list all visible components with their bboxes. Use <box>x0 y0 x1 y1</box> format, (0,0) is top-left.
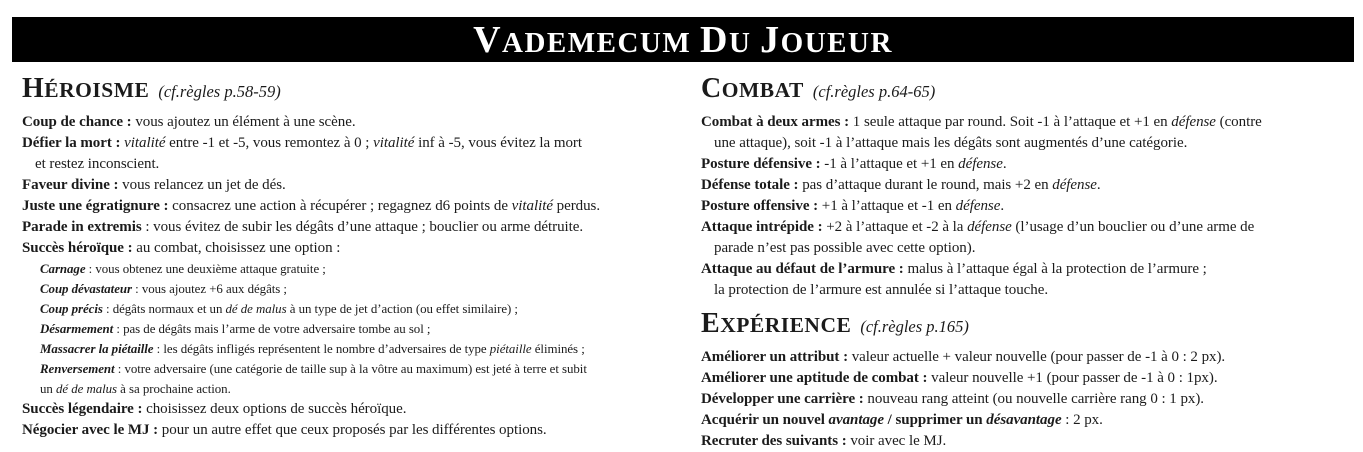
entry <box>701 112 1355 154</box>
entry <box>22 399 677 420</box>
sub-entry <box>40 259 677 279</box>
entry-text: : vous ajoutez +6 aux dégâts ; <box>131 282 287 296</box>
entry-label: Posture offensive : <box>701 198 819 214</box>
entry-text: : 2 px. <box>1061 412 1103 428</box>
entry-label: Posture défensive : <box>701 156 821 172</box>
entry-text: Coup précis <box>40 302 103 316</box>
initial-capital: E <box>701 308 721 339</box>
entry-text: défense <box>955 198 1001 214</box>
entry-text: +2 à l’attaque et -2 à la <box>822 219 968 235</box>
content-columns <box>22 74 1355 452</box>
section-rules-reference: (cf.règles p.165) <box>860 317 969 336</box>
entry-text: : vous évitez de subir les dégâts d’une attaque ; bouclier ou arme détruite. <box>141 219 584 235</box>
entry-label: Faveur divine : <box>22 177 119 193</box>
entry-text: (contre <box>1215 114 1262 130</box>
section-heading <box>701 309 1355 342</box>
entry-text: défense <box>1171 114 1216 130</box>
entry-text: inf à -5, vous évitez la mort <box>414 135 582 151</box>
entry <box>701 410 1355 431</box>
entry-text: au combat, choisissez une option : <box>132 240 341 256</box>
entry-text: entre -1 et -5, vous remontez à 0 ; <box>165 135 374 151</box>
entry-label: Développer une carrière : <box>701 391 864 407</box>
section-rules-reference: (cf.règles p.64-65) <box>812 82 936 101</box>
entry-text: Renversement <box>40 362 115 376</box>
entry-text: +1 à l’attaque et -1 en <box>818 198 956 214</box>
entry-text: : les dégâts infligés représentent le nombre d’adversaires de type <box>153 342 490 356</box>
sub-entry <box>40 359 677 399</box>
entry-text: défense <box>1052 177 1097 193</box>
entry-text: : dégâts normaux et un <box>102 302 226 316</box>
entry <box>701 175 1355 196</box>
entry-label: Attaque au défaut de l’armure : <box>701 261 904 277</box>
initial-capital: C <box>701 73 722 104</box>
column-left <box>22 74 677 452</box>
entry <box>701 217 1355 259</box>
entry <box>701 259 1355 301</box>
entry-label: Défier la mort : <box>22 135 121 151</box>
entry-text: vous ajoutez un élément à une scène. <box>131 114 356 130</box>
entry-label: Acquérir un nouvel <box>701 412 829 428</box>
initial-capital: V <box>473 18 503 61</box>
column-right <box>701 74 1355 452</box>
entry-text: la protection de l’armure est annulée si l’attaque touche. <box>714 282 1049 298</box>
entry <box>22 175 677 196</box>
initial-capital: D <box>700 18 729 61</box>
entry-text: . <box>1002 156 1007 172</box>
entry-text: -1 à l’attaque et +1 en <box>820 156 959 172</box>
section-heading <box>701 74 1355 107</box>
entry <box>701 154 1355 175</box>
entry-label: Défense totale : <box>701 177 799 193</box>
entry-label: Succès héroïque : <box>22 240 133 256</box>
entry-text: éliminés ; <box>531 342 585 356</box>
entry-text: perdus. <box>552 198 601 214</box>
entry-text: un <box>40 382 56 396</box>
entry-text: 1 seule attaque par round. Soit -1 à l’attaque et +1 en <box>849 114 1172 130</box>
entry-text: pas d’attaque durant le round, mais +2 en <box>798 177 1053 193</box>
entry-label: supprimer un <box>895 412 987 428</box>
entry-text: dé de malus <box>225 302 287 316</box>
sub-entry <box>40 279 677 299</box>
entry-text: Massacrer la piétaille <box>40 342 154 356</box>
section-title: EXPÉRIENCE <box>701 308 852 339</box>
entry-label: Coup de chance : <box>22 114 132 130</box>
entry-label: Attaque intrépide : <box>701 219 823 235</box>
entry-text: parade n’est pas possible avec cette option). <box>714 240 976 256</box>
page-title: VADEMECUM DU JOUEUR <box>473 18 893 61</box>
entry <box>22 420 677 441</box>
entry <box>22 112 677 133</box>
section-heroisme <box>22 74 677 441</box>
entry <box>22 133 677 175</box>
entry-text: défense <box>958 156 1003 172</box>
entry-text: voir avec le MJ. <box>846 433 947 449</box>
entry <box>22 217 677 238</box>
entry-text: Coup dévastateur <box>40 282 132 296</box>
entry-text: pour un autre effet que ceux proposés par les différentes options. <box>158 422 547 438</box>
entry-text: vitalité <box>511 198 553 214</box>
sub-entry <box>40 299 677 319</box>
entry-text: consacrez une action à récupérer ; regagnez d6 points de <box>168 198 512 214</box>
entry-label: / <box>883 412 896 428</box>
entry-text: valeur nouvelle +1 (pour passer de -1 à 0 : 1px). <box>927 370 1218 386</box>
entry-label: Juste une égratignure : <box>22 198 169 214</box>
section-experience <box>701 309 1355 452</box>
section-combat <box>701 74 1355 301</box>
entry-label: Recruter des suivants : <box>701 433 847 449</box>
entry-text: vitalité <box>373 135 415 151</box>
entry-text: . <box>1096 177 1101 193</box>
entry-text: défense <box>967 219 1012 235</box>
entry-label: Parade in extremis <box>22 219 142 235</box>
entry-text: : vous obtenez une deuxième attaque gratuite ; <box>85 262 326 276</box>
entry-text: choisissez deux options de succès héroïque. <box>142 401 407 417</box>
entry-text: piétaille <box>489 342 532 356</box>
entry-text: (l’usage d’un bouclier ou d’une arme de <box>1011 219 1255 235</box>
section-rules-reference: (cf.règles p.58-59) <box>158 82 281 101</box>
entry-label: Améliorer une aptitude de combat : <box>701 370 928 386</box>
section-title: COMBAT <box>701 73 804 104</box>
entry-text: à sa prochaine action. <box>117 382 231 396</box>
entry-text: Désarmement <box>40 322 114 336</box>
entry-label: Succès légendaire : <box>22 401 143 417</box>
section-heading <box>22 74 677 107</box>
entry-text: valeur actuelle + valeur nouvelle (pour passer de -1 à 0 : 2 px). <box>848 349 1226 365</box>
entry <box>701 368 1355 389</box>
entry <box>22 238 677 259</box>
entry-text: malus à l’attaque égal à la protection de l’armure ; <box>903 261 1207 277</box>
entry-text: et restez inconscient. <box>35 156 160 172</box>
entry <box>701 196 1355 217</box>
section-title: HÉROISME <box>22 73 150 104</box>
entry-text: : pas de dégâts mais l’arme de votre adversaire tombe au sol ; <box>113 322 431 336</box>
sub-entry <box>40 319 677 339</box>
entry-text: désavantage <box>986 412 1062 428</box>
entry <box>701 389 1355 410</box>
title-band <box>12 17 1354 62</box>
entry-text: à un type de jet d’action (ou effet similaire) ; <box>286 302 518 316</box>
entry-text: : votre adversaire (une catégorie de taille sup à la vôtre au maximum) est jeté à terre et subit <box>114 362 587 376</box>
entry-text: . <box>1000 198 1005 214</box>
entry-text: Carnage <box>40 262 86 276</box>
initial-capital: J <box>760 18 781 61</box>
initial-capital: H <box>22 73 45 104</box>
sub-entry <box>40 339 677 359</box>
entry <box>701 431 1355 452</box>
entry-text: avantage <box>828 412 884 428</box>
entry-text: vous relancez un jet de dés. <box>118 177 286 193</box>
entry <box>22 196 677 217</box>
entry-label: Négocier avec le MJ : <box>22 422 159 438</box>
entry-text: nouveau rang atteint (ou nouvelle carrière rang 0 : 1 px). <box>863 391 1204 407</box>
entry-label: Améliorer un attribut : <box>701 349 849 365</box>
entry-text: une attaque), soit -1 à l’attaque mais les dégâts sont augmentés d’une catégorie. <box>714 135 1188 151</box>
entry-text: vitalité <box>124 135 166 151</box>
entry-text: dé de malus <box>55 382 117 396</box>
entry <box>701 347 1355 368</box>
entry-label: Combat à deux armes : <box>701 114 850 130</box>
